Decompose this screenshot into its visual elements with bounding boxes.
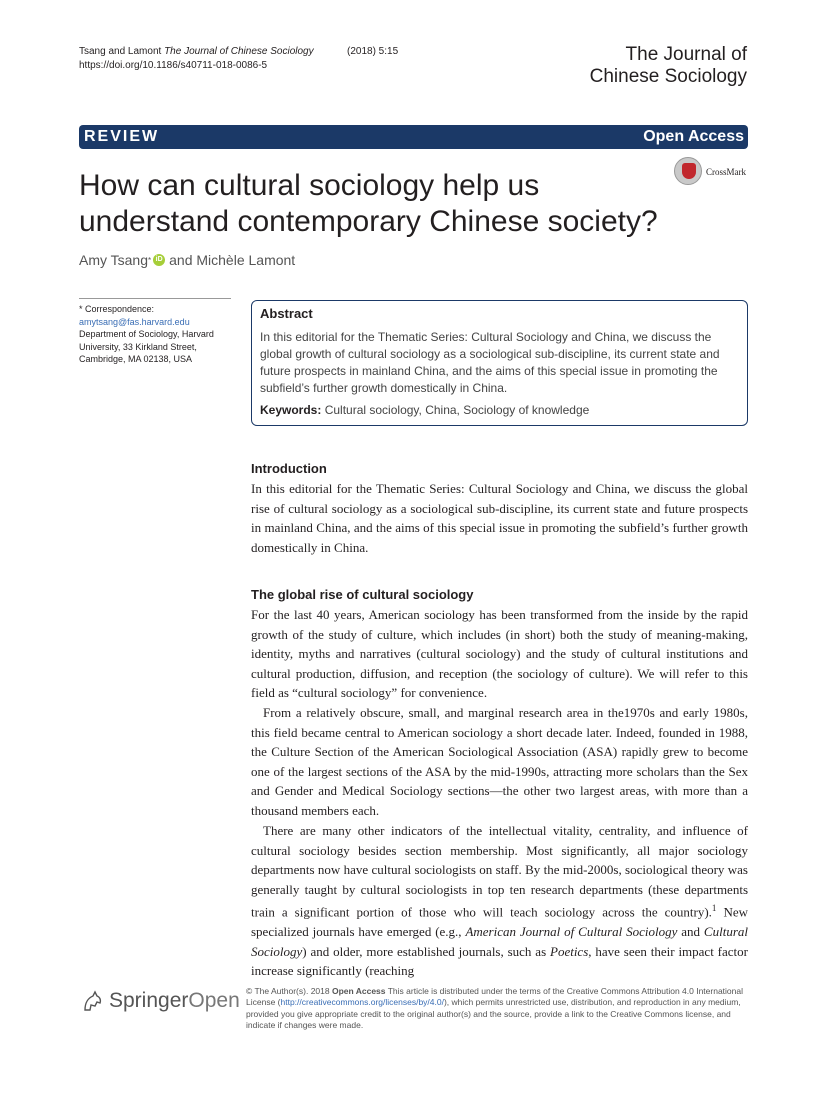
crossmark-label: CrossMark [706, 167, 746, 177]
article-type: REVIEW [84, 128, 160, 145]
citation-authors: Tsang and Lamont [79, 46, 162, 57]
keywords-label: Keywords: [260, 403, 322, 417]
license-text-a: This article is distributed under the terms of the Creative Commons Attribution 4.0 International License ( [246, 986, 744, 1008]
license-link[interactable]: http://creativecommons.org/licenses/by/4.0/ [280, 997, 444, 1008]
license-open-access: Open Access [331, 986, 386, 996]
correspondence-label: * Correspondence: [79, 304, 155, 314]
running-header [79, 45, 399, 73]
journal-ref-2: Cultural Sociology [251, 924, 748, 959]
journal-ref-3: Poetics [550, 943, 589, 959]
paragraph-3-part-e: , have seen their impact factor increase significantly (reaching [251, 943, 748, 979]
corresponding-marker: * [148, 255, 152, 265]
journal-ref-1: American Journal of Cultural Sociology [465, 924, 678, 940]
crossmark-badge[interactable] [672, 155, 752, 191]
author-rest: and Michèle Lamont [169, 252, 296, 268]
keywords-list: Cultural sociology, China, Sociology of knowledge [324, 403, 590, 417]
author-list [79, 252, 295, 268]
footnote-marker[interactable]: 1 [711, 903, 717, 914]
title-line1: How can cultural sociology help us [79, 169, 540, 202]
citation-journal: The Journal of Chinese Sociology [164, 46, 314, 57]
body-paragraph-3 [251, 821, 748, 981]
section-heading-global-rise: The global rise of cultural sociology [251, 587, 474, 602]
paragraph-3-part-c: and [677, 924, 704, 940]
section-heading-introduction: Introduction [251, 461, 327, 476]
correspondence-email[interactable]: amytsang@fas.harvard.edu [79, 316, 190, 327]
publisher-name-a: Springer [109, 989, 189, 1012]
abstract-text: In this editorial for the Thematic Series: Cultural Sociology and China, we discuss the global growth of cultural sociology as a sociological sub-discipline, its current state and future prospects in mainland China, and the aims of this special issue in promoting the subfield’s further growth domestically in China. [260, 330, 720, 395]
paragraph-3-part-b: New specialized journals have emerged (e.g., [251, 904, 748, 940]
abstract-box [251, 300, 748, 426]
license-copyright: © The Author(s). 2018 [246, 986, 332, 996]
doi-link[interactable]: https://doi.org/10.1186/s40711-018-0086-5 [79, 60, 268, 71]
abstract-heading: Abstract [260, 306, 313, 321]
keywords-line [260, 403, 739, 417]
author-name[interactable]: Amy Tsang [79, 252, 148, 268]
orcid-icon[interactable]: iD [153, 254, 165, 266]
correspondence-address: Department of Sociology, Harvard University, 33 Kirkland Street, Cambridge, MA 02138, USA [79, 329, 214, 364]
crossmark-icon [674, 157, 702, 185]
publisher-name-b: Open [188, 989, 240, 1012]
open-access-label: Open Access [643, 128, 744, 145]
article-type-banner [79, 125, 748, 149]
license-statement [246, 986, 748, 1031]
article-title [79, 168, 679, 240]
paragraph-3-part-d: ) and older, more established journals, such as [302, 943, 550, 959]
introduction-paragraph: In this editorial for the Thematic Series: Cultural Sociology and China, we discuss the global rise of cultural sociology as a sociological sub-discipline, its current state and future prospects in mainland China, and the aims of this special issue in promoting the subfield’s further growth domestically in China. [251, 481, 748, 555]
citation-year: (2018) 5:15 [347, 46, 399, 57]
body-paragraph-1: For the last 40 years, American sociology has been transformed from the inside by the rapid growth of the study of culture, which includes (in short) both the study of meaning-making, identity, myths and narratives (cultural sociology) and the study of cultural institutions and cultural production, diffusion, and reception (the sociology of culture). We will refer to this field as “cultural sociology” for convenience. [251, 607, 748, 701]
body-paragraph-2: From a relatively obscure, small, and marginal research area in the1970s and early 1980s, this field became central to American sociology a short decade later. Indeed, founded in 1988, the Culture Section of the American Sociological Association (ASA) rapidly grew to become one of the largest sections of the ASA by the mid-1990s, attracting more scholars than the Sex and Gender and Medical Sociology sections—the other two largest areas, with more than a thousand members each. [251, 705, 748, 818]
correspondence-block [79, 298, 231, 366]
springer-open-logo [79, 988, 240, 1014]
journal-name [590, 44, 747, 88]
paragraph-3-part-a: There are many other indicators of the intellectual vitality, centrality, and influence of cultural sociology besides section membership. Most significantly, all major sociology departments now have cultural sociologists on staff. By the mid-2000s, sociological theory was generally taught by cultural sociologists in top ten research departments (these departments train a significant portion of those who will teach sociology across the country). [251, 823, 748, 920]
license-text-b: ), which permits unrestricted use, distribution, and reproduction in any medium, provided you give appropriate credit to the original author(s) and the source, provide a link to the Creative Commons license, and indicate if changes were made. [246, 997, 741, 1030]
journal-name-line1: The Journal of [625, 44, 747, 65]
springer-horse-icon [79, 988, 105, 1014]
title-line2: understand contemporary Chinese society? [79, 205, 658, 238]
journal-name-line2: Chinese Sociology [589, 66, 747, 87]
citation-line [79, 45, 314, 59]
